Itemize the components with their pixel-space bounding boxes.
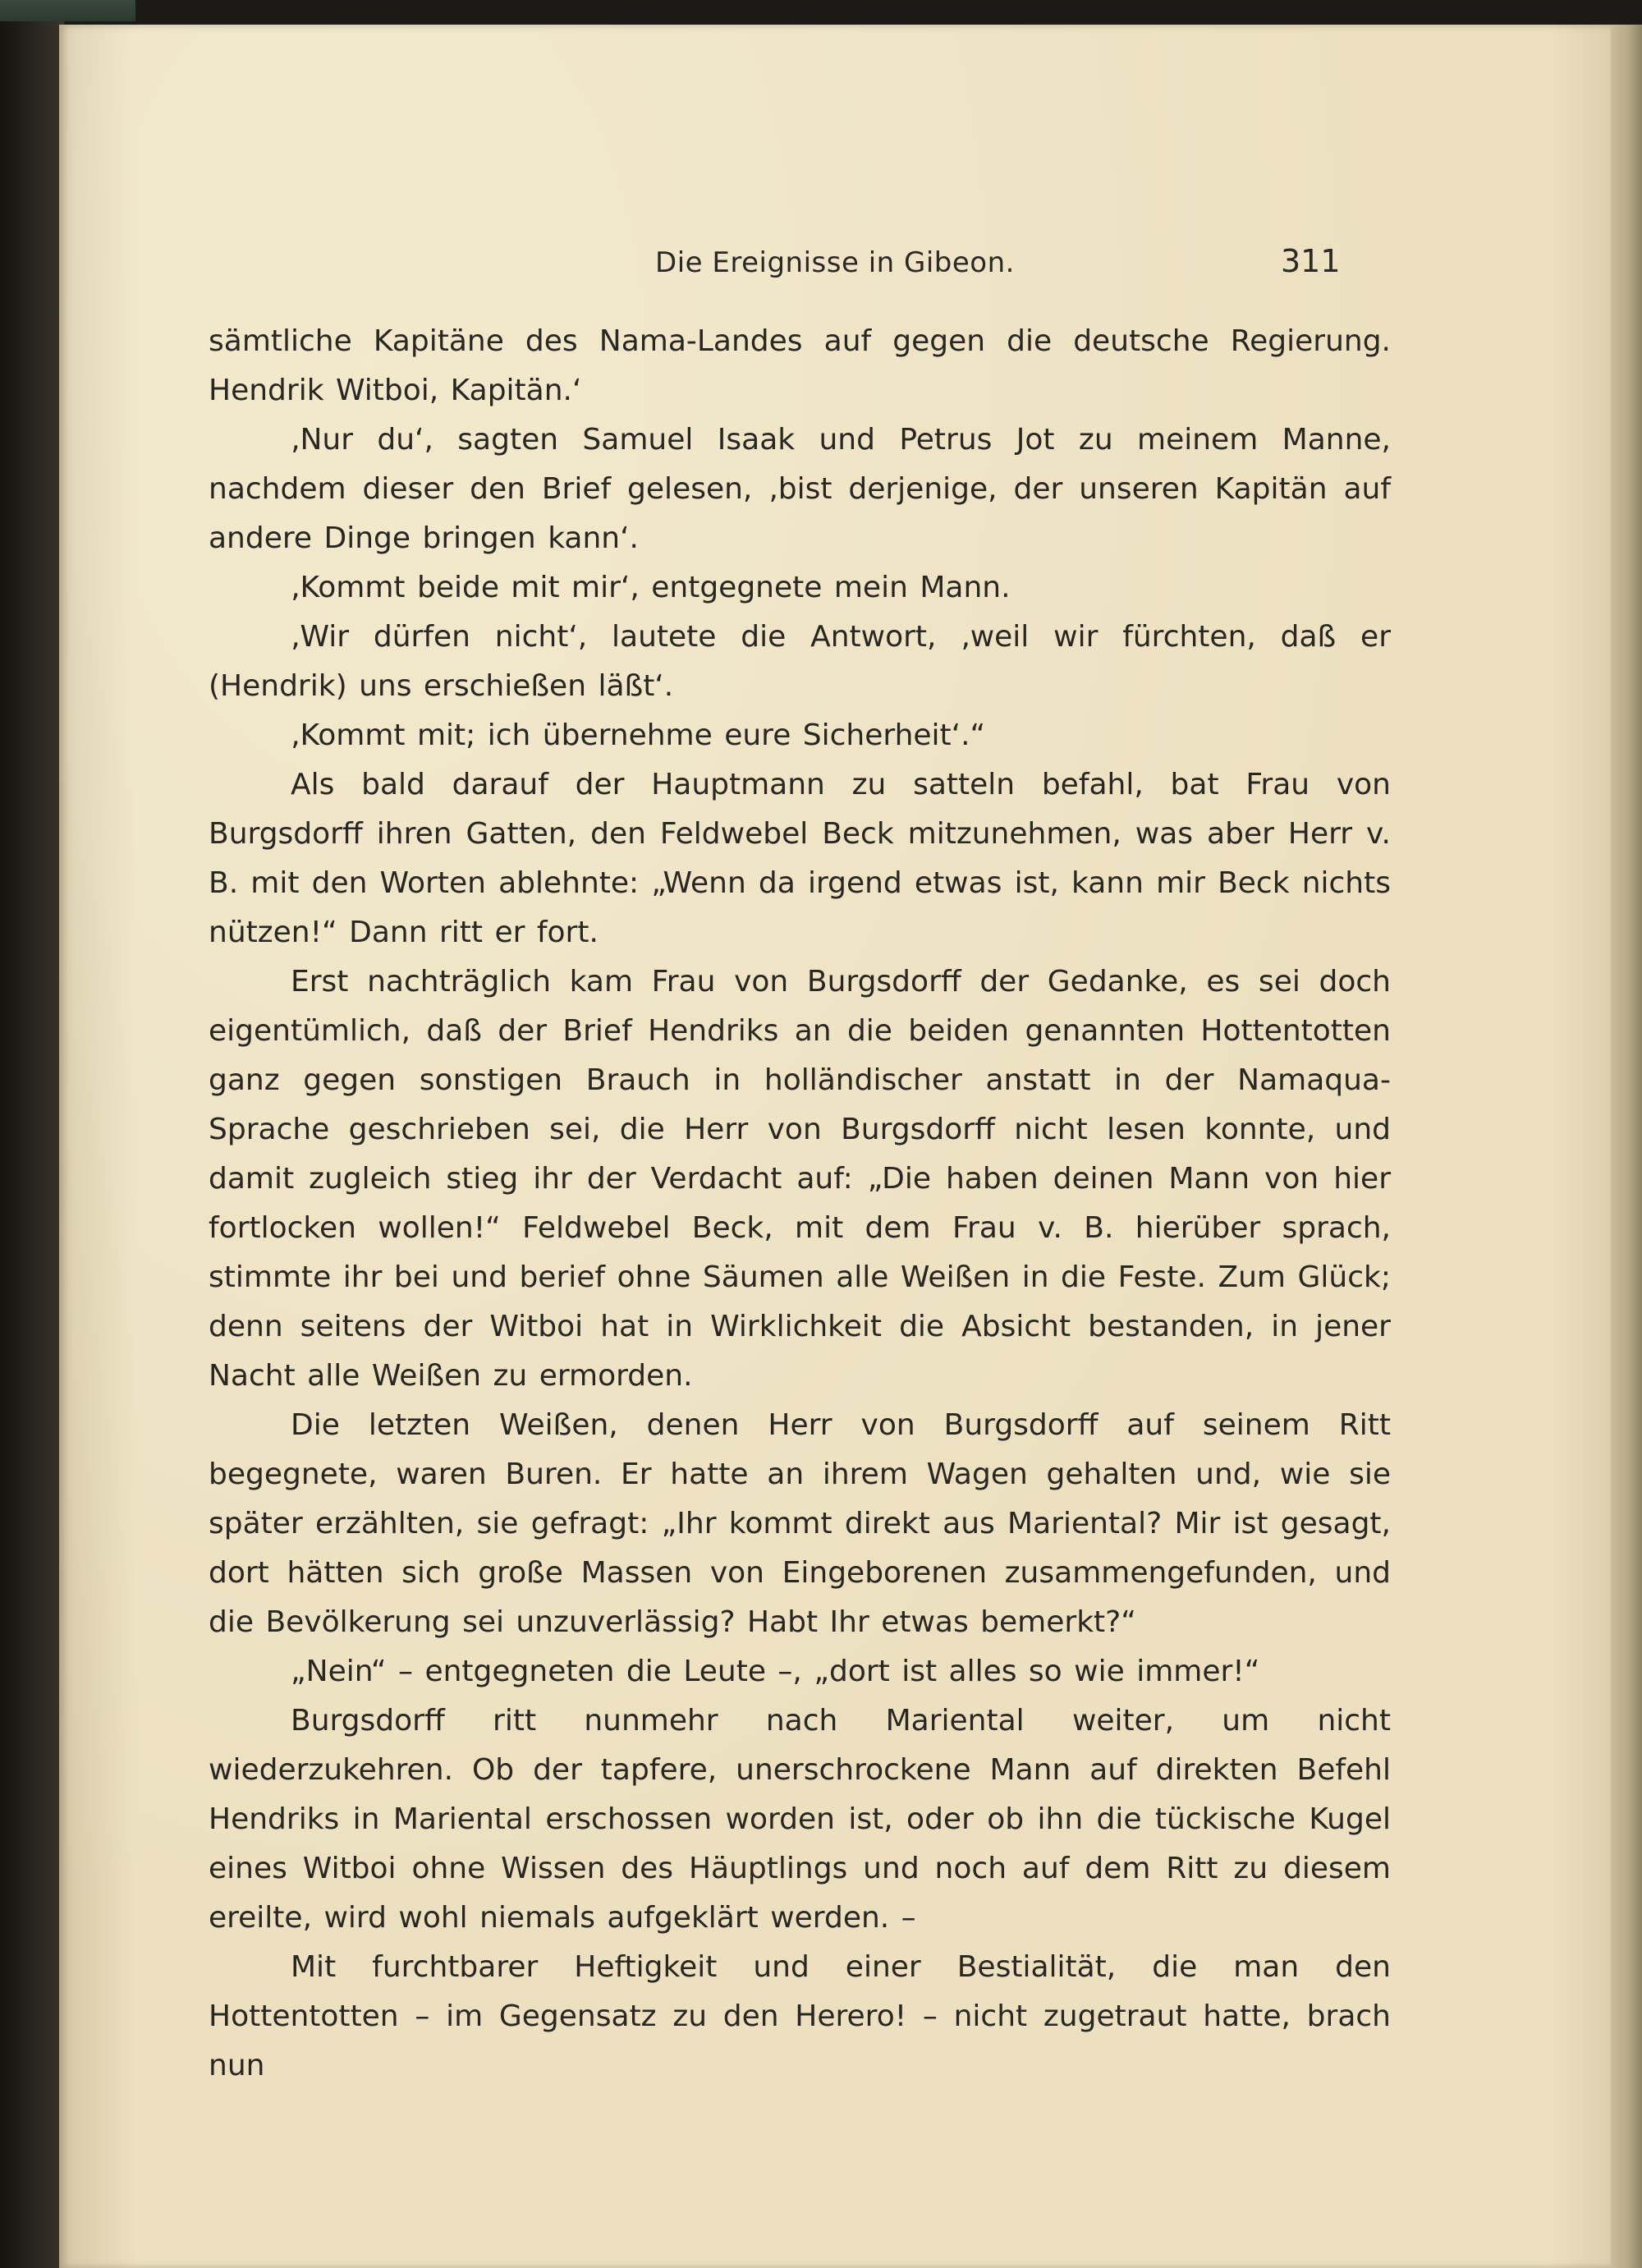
paragraph: Burgsdorff ritt nunmehr nach Mariental weiter, um nicht wiederzukehren. Ob der tapfere, unerschrockene Mann auf direkten Befehl Hendriks in Mariental erschossen worden ist, oder ob ihn die tückische Kugel eines Witboi ohne Wissen des Häuptlings und noch auf dem Ritt zu diesem ereilte, wird wohl niemals aufgeklärt werden. – [209, 1704, 1391, 1935]
paragraph: Erst nachträglich kam Frau von Burgsdorff der Gedanke, es sei doch eigentümlich, daß der Brief Hendriks an die beiden genannten Hottentotten ganz gegen sonstigen Brauch in holländischer anstatt in der Namaqua-Sprache geschrieben sei, die Herr von Burgsdorff nicht lesen konnte, und damit zugleich stieg ihr der Verdacht auf: „Die haben deinen Mann von hier fortlocken wollen!“ Feldwebel Beck, mit dem Frau v. B. hierüber sprach, stimmte ihr bei und berief ohne Säumen alle Weißen in die Feste. Zum Glück; denn seitens der Witboi hat in Wirklichkeit die Absicht bestanden, in jener Nacht alle Weißen zu ermorden. [209, 965, 1391, 1393]
paragraph: ‚Wir dürfen nicht‘, lautete die Antwort, ‚weil wir fürchten, daß er (Hendrik) uns erschießen läßt‘. [209, 620, 1391, 703]
body-text [209, 317, 1391, 2091]
page-header [59, 243, 1611, 287]
paragraph: Mit furchtbarer Heftigkeit und einer Bestialität, die man den Hottentotten – im Gegensatz zu den Herero! – nicht zugetraut hatte, brach nun [209, 1950, 1391, 2082]
paragraph: Als bald darauf der Hauptmann zu satteln befahl, bat Frau von Burgsdorff ihren Gatten, den Feldwebel Beck mitzunehmen, was aber Herr v. B. mit den Worten ablehnte: „Wenn da irgend etwas ist, kann mir Beck nichts nützen!“ Dann ritt er fort. [209, 768, 1391, 949]
paragraph: ‚Kommt beide mit mir‘, entgegnete mein Mann. [291, 571, 1011, 604]
book-cover-corner [0, 0, 135, 21]
paragraph: ‚Kommt mit; ich übernehme eure Sicherheit‘.“ [291, 719, 986, 752]
paragraph: ‚Nur du‘, sagten Samuel Isaak und Petrus Jot zu meinem Manne, nachdem dieser den Brief gelesen, ‚bist derjenige, der unseren Kapitän auf andere Dinge bringen kann‘. [209, 423, 1391, 555]
book-spine-edge [0, 0, 64, 2268]
running-title: Die Ereignisse in Gibeon. [655, 246, 1015, 279]
paragraph-continuation: sämtliche Kapitäne des Nama-Landes auf gegen die deutsche Regierung. Hendrik Witboi, Kapitän.‘ [209, 324, 1391, 407]
page-number: 311 [1281, 243, 1341, 279]
paragraph: Die letzten Weißen, denen Herr von Burgsdorff auf seinem Ritt begegnete, waren Buren. Er hatte an ihrem Wagen gehalten und, wie sie später erzählten, sie gefragt: „Ihr kommt direkt aus Mariental? Mir ist gesagt, dort hätten sich große Massen von Eingeborenen zusammengefunden, und die Bevölkerung sei unzuverlässig? Habt Ihr etwas bemerkt?“ [209, 1408, 1391, 1639]
paragraph: „Nein“ – entgegneten die Leute –, „dort ist alles so wie immer!“ [291, 1655, 1260, 1688]
book-page [59, 25, 1611, 2268]
